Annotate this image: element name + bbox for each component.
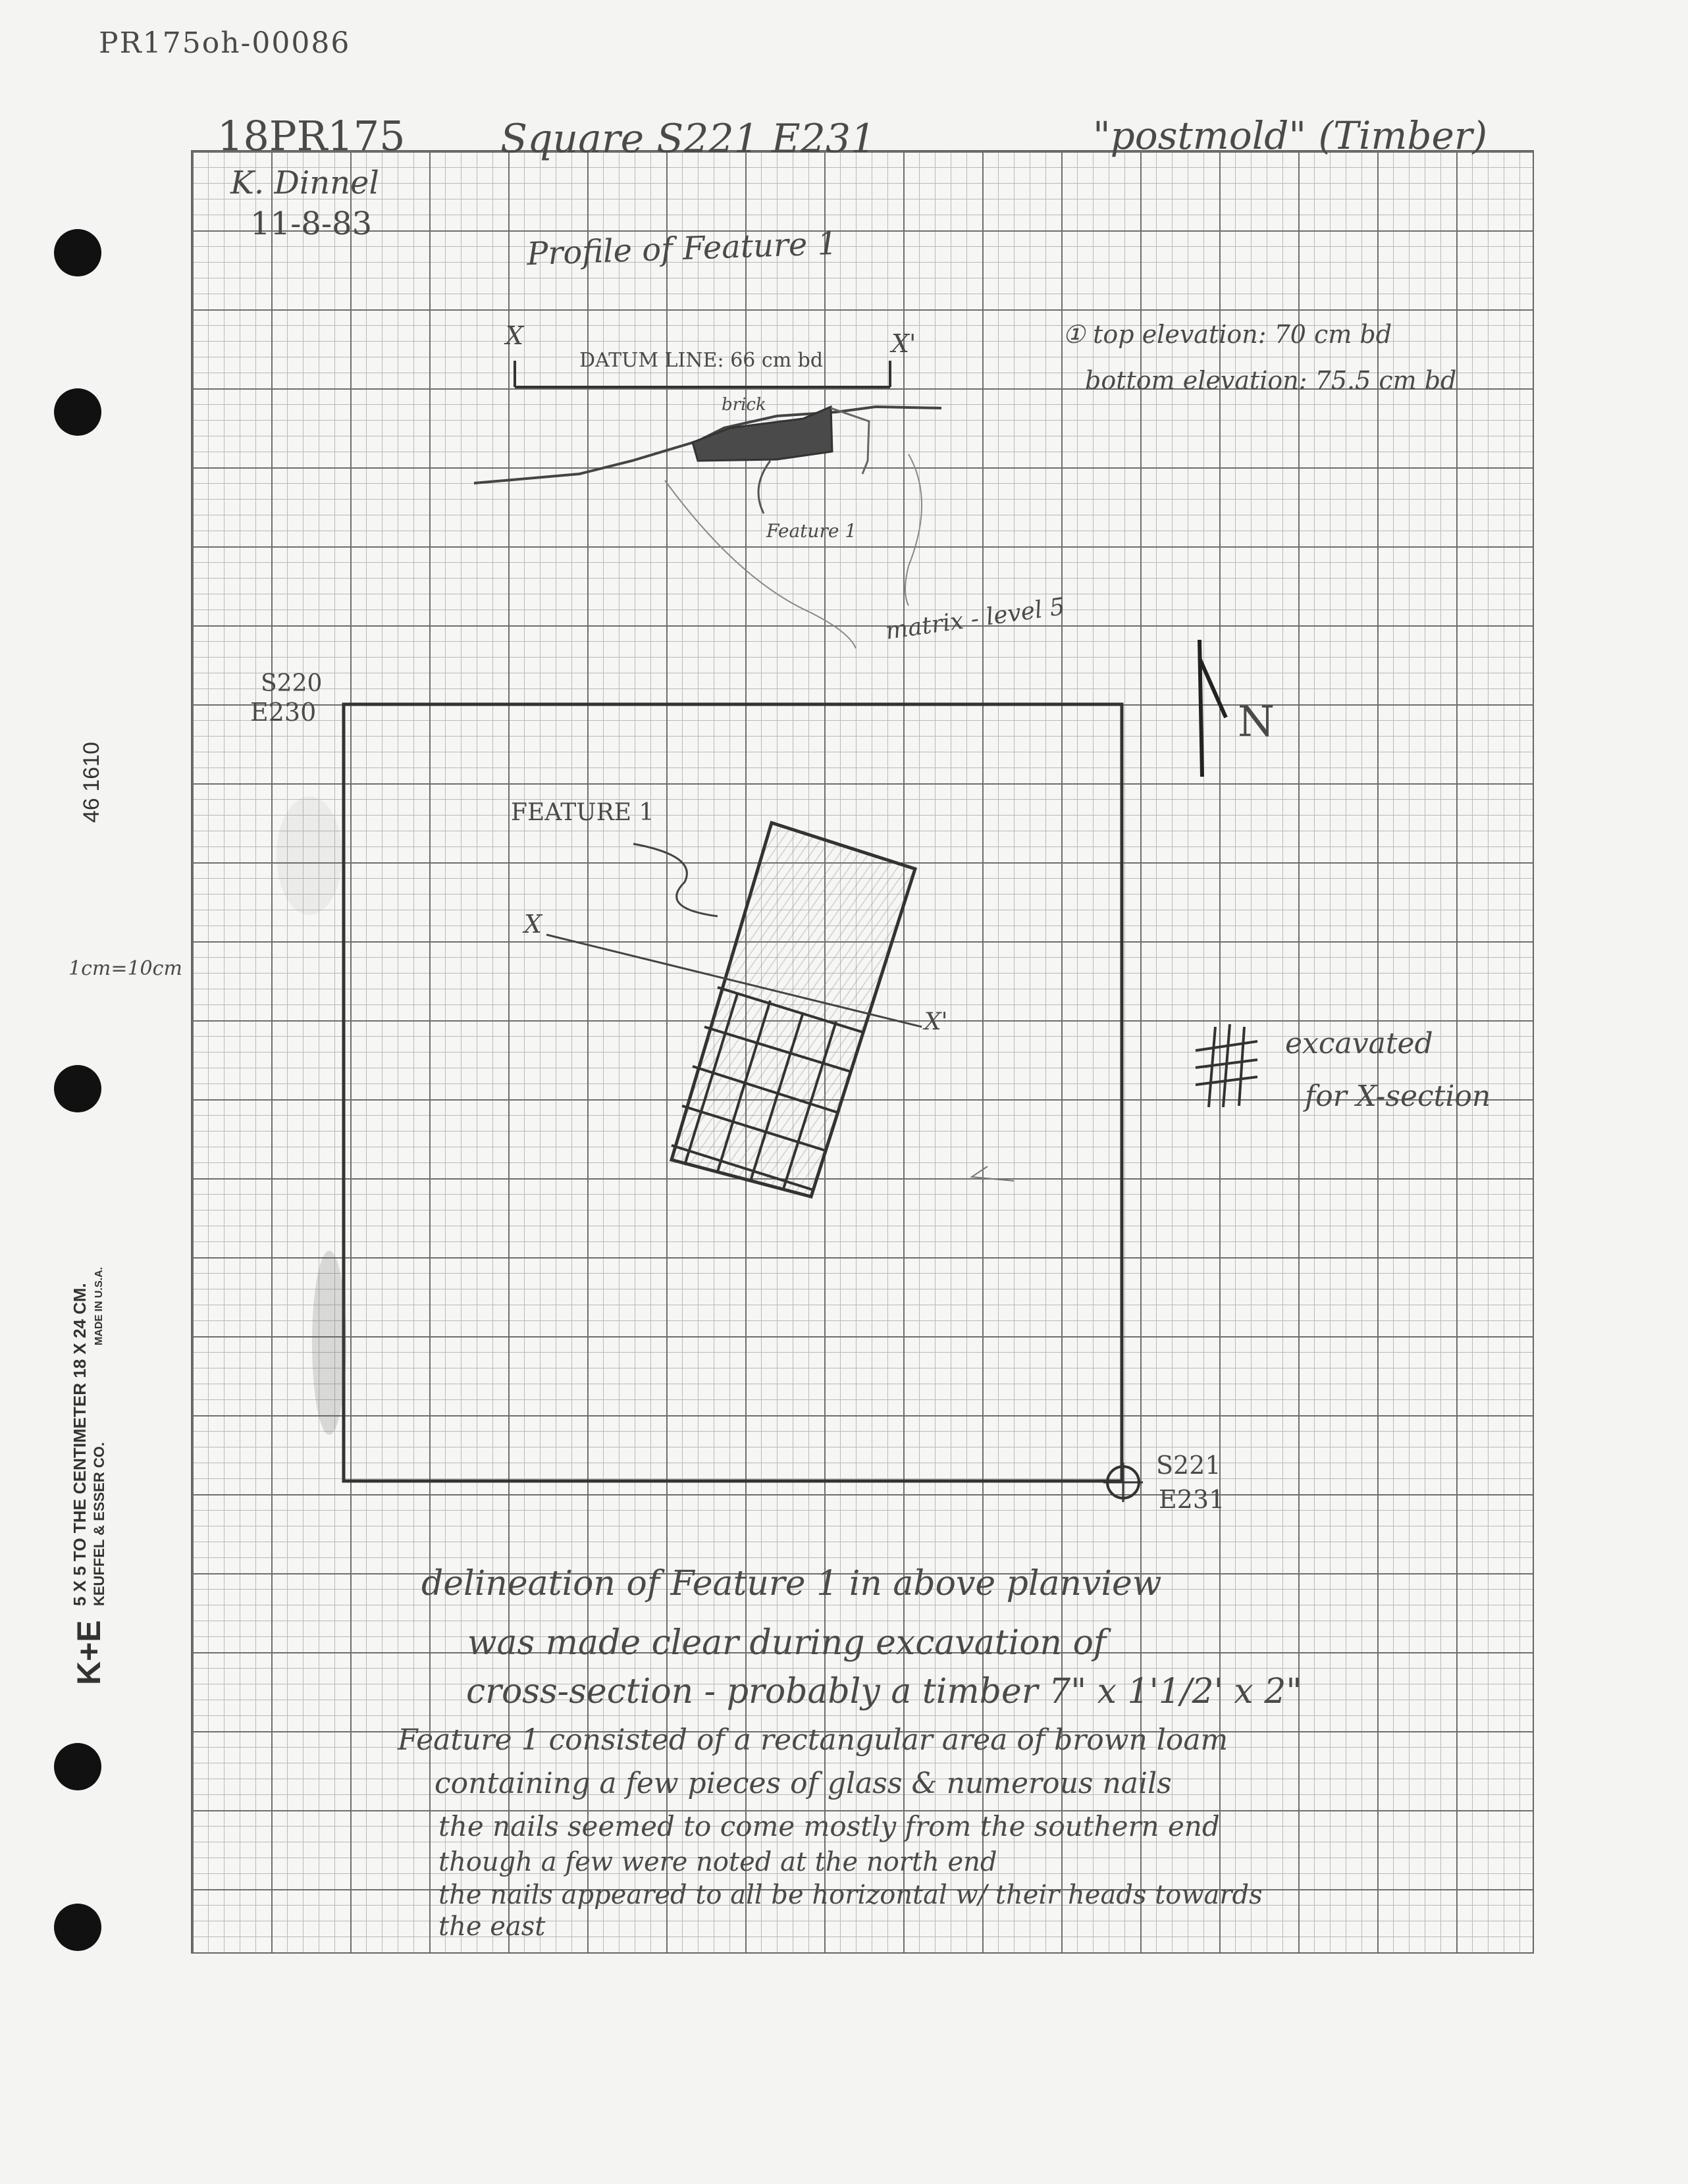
site-number: 18PR175 (217, 112, 406, 160)
plan-x-label: X (524, 910, 542, 939)
corner-se-s: S221 (1156, 1451, 1221, 1480)
scale-note: 1cm=10cm (68, 957, 182, 980)
profile-feature-leader (758, 461, 770, 513)
pencil-smudge (312, 1251, 346, 1435)
small-arrow-mark (972, 1166, 1014, 1181)
plan-x-prime-label: X' (924, 1008, 948, 1035)
feature-type-title: "postmold" (Timber) (1093, 113, 1488, 158)
recorder-name: K. Dinnel (230, 165, 379, 201)
profile-title: Profile of Feature 1 (526, 224, 838, 273)
profile-matrix-outline (831, 408, 869, 474)
profile-feature-label: Feature 1 (766, 520, 857, 542)
note-line-9: the east (438, 1911, 546, 1942)
legend-text-line-2: for X-section (1305, 1079, 1491, 1113)
note-line-7: though a few were noted at the north end (438, 1847, 997, 1877)
pencil-smudge (277, 796, 342, 915)
north-label: N (1238, 698, 1275, 746)
profile-x-prime-label: X' (891, 329, 916, 358)
legend-hatch-icon (1196, 1024, 1257, 1107)
profile-feature-fill (693, 407, 832, 461)
legend-text-line-1: excavated (1285, 1027, 1433, 1060)
note-line-1: delineation of Feature 1 in above planview (421, 1564, 1162, 1603)
brand-logo: K+E (70, 1620, 107, 1685)
note-line-2: was made clear during excavation of (467, 1623, 1107, 1663)
profile-x-label: X (506, 321, 524, 350)
note-line-3: cross-section - probably a timber 7" x 1'1/2' x 2" (466, 1672, 1302, 1711)
record-date: 11-8-83 (250, 205, 373, 242)
plan-feature-leader (633, 844, 718, 916)
bottom-elevation-note: bottom elevation: 75.5 cm bd (1085, 366, 1457, 395)
margin-number: 46 1610 (79, 742, 104, 823)
profile-datum-line (515, 361, 890, 387)
paper-spec: 5 X 5 TO THE CENTIMETER 18 X 24 CM. (70, 1283, 90, 1606)
catalog-number: PR175oh-00086 (99, 26, 351, 60)
note-line-5: containing a few pieces of glass & numerous nails (435, 1767, 1172, 1800)
corner-nw-s: S220 (261, 670, 323, 697)
plan-feature-label: FEATURE 1 (511, 799, 654, 826)
note-line-8: the nails appeared to all be horizontal w/ their heads towards (438, 1880, 1263, 1910)
paper-made-in: MADE IN U.S.A. (93, 1266, 105, 1345)
square-designation: Square S221 E231 (500, 116, 876, 162)
corner-nw-e: E230 (250, 698, 317, 727)
north-arrow-icon (1200, 640, 1226, 777)
brick-label: brick (722, 395, 766, 415)
datum-line-label: DATUM LINE: 66 cm bd (579, 349, 824, 372)
note-line-4: Feature 1 consisted of a rectangular area of brown loam (398, 1723, 1228, 1757)
profile-matrix-lines (665, 454, 922, 648)
top-elevation-note: ① top elevation: 70 cm bd (1063, 320, 1392, 349)
corner-se-e: E231 (1159, 1485, 1225, 1514)
matrix-label: matrix - level 5 (884, 593, 1067, 645)
paper-maker: KEUFFEL & ESSER CO. (91, 1442, 107, 1606)
note-line-6: the nails seemed to come mostly from the southern end (438, 1810, 1220, 1842)
